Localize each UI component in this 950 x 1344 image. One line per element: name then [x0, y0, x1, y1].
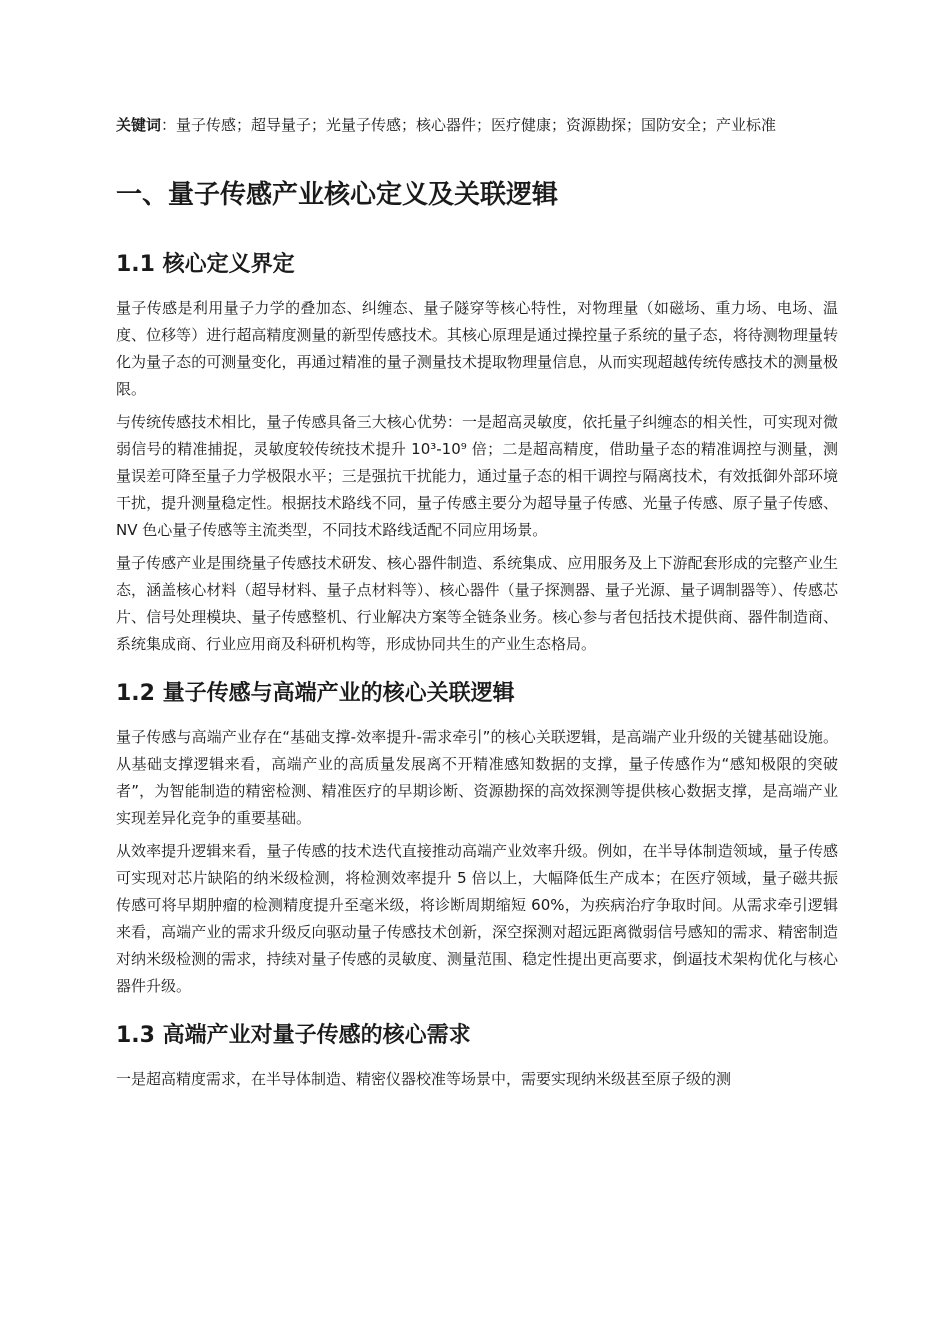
- section-title: 1.1 核心定义界定: [116, 252, 295, 277]
- section-title: 1.2 量子传感与高端产业的核心关联逻辑: [116, 681, 515, 706]
- keywords-label: 关键词: [116, 116, 162, 134]
- paragraph: 量子传感产业是围绕量子传感技术研发、核心器件制造、系统集成、应用服务及上下游配套形成的完整产业生态，涵盖核心材料（超导材料、量子点材料等）、核心器件（量子探测器、量子光源、量子调制器等）、传感芯片、信号处理模块、量子传感整机、行业解决方案等全链条业务。核心参与者包括技术提供商、器件制造商、系统集成商、行业应用商及科研机构等，形成协同共生的产业生态格局。: [116, 554, 838, 653]
- section-1-2: [116, 678, 838, 1000]
- keywords-line: [116, 112, 838, 139]
- document-page: [116, 112, 838, 1113]
- paragraph: 量子传感与高端产业存在“基础支撑-效率提升-需求牵引”的核心关联逻辑，是高端产业升级的关键基础设施。从基础支撑逻辑来看，高端产业的高质量发展离不开精准感知数据的支撑，量子传感作为“感知极限的突破者”，为智能制造的精密检测、精准医疗的早期诊断、资源勘探的高效探测等提供核心数据支撑，是高端产业实现差异化竞争的重要基础。: [116, 728, 838, 827]
- keywords-separator: ：: [161, 116, 177, 134]
- keywords-text: 量子传感；超导量子；光量子传感；核心器件；医疗健康；资源勘探；国防安全；产业标准: [176, 116, 777, 134]
- paragraph: 从效率提升逻辑来看，量子传感的技术迭代直接推动高端产业效率升级。例如，在半导体制造领域，量子传感可实现对芯片缺陷的纳米级检测，将检测效率提升 5 倍以上，大幅降低生产成本；在医疗领域，量子磁共振传感可将早期肿瘤的检测精度提升至毫米级，将诊断周期缩短 60%，为疾病治疗争取时间。从需求牵引逻辑来看，高端产业的需求升级反向驱动量子传感技术创新，深空探测对超远距离微弱信号感知的需求、精密制造对纳米级检测的需求，持续对量子传感的灵敏度、测量范围、稳定性提出更高要求，倒逼技术架构优化与核心器件升级。: [116, 842, 838, 995]
- section-1-1: [116, 249, 838, 658]
- section-title: 1.3 高端产业对量子传感的核心需求: [116, 1023, 471, 1048]
- chapter-title: 一、量子传感产业核心定义及关联逻辑: [116, 180, 559, 210]
- paragraph: 一是超高精度需求，在半导体制造、精密仪器校准等场景中，需要实现纳米级甚至原子级的测: [116, 1070, 732, 1088]
- paragraph: 量子传感是利用量子力学的叠加态、纠缠态、量子隧穿等核心特性，对物理量（如磁场、重力场、电场、温度、位移等）进行超高精度测量的新型传感技术。其核心原理是通过操控量子系统的量子态，将待测物理量转化为量子态的可测量变化，再通过精准的量子测量技术提取物理量信息，从而实现超越传统传感技术的测量极限。: [116, 299, 838, 398]
- paragraph: 与传统传感技术相比，量子传感具备三大核心优势：一是超高灵敏度，依托量子纠缠态的相关性，可实现对微弱信号的精准捕捉，灵敏度较传统技术提升 10³-10⁹ 倍；二是超高精度，借助量子态的精准调控与测量，测量误差可降至量子力学极限水平；三是强抗干扰能力，通过量子态的相干调控与隔离技术，有效抵御外部环境干扰，提升测量稳定性。根据技术路线不同，量子传感主要分为超导量子传感、光量子传感、原子量子传感、NV 色心量子传感等主流类型，不同技术路线适配不同应用场景。: [116, 413, 838, 539]
- section-1-3: [116, 1020, 838, 1093]
